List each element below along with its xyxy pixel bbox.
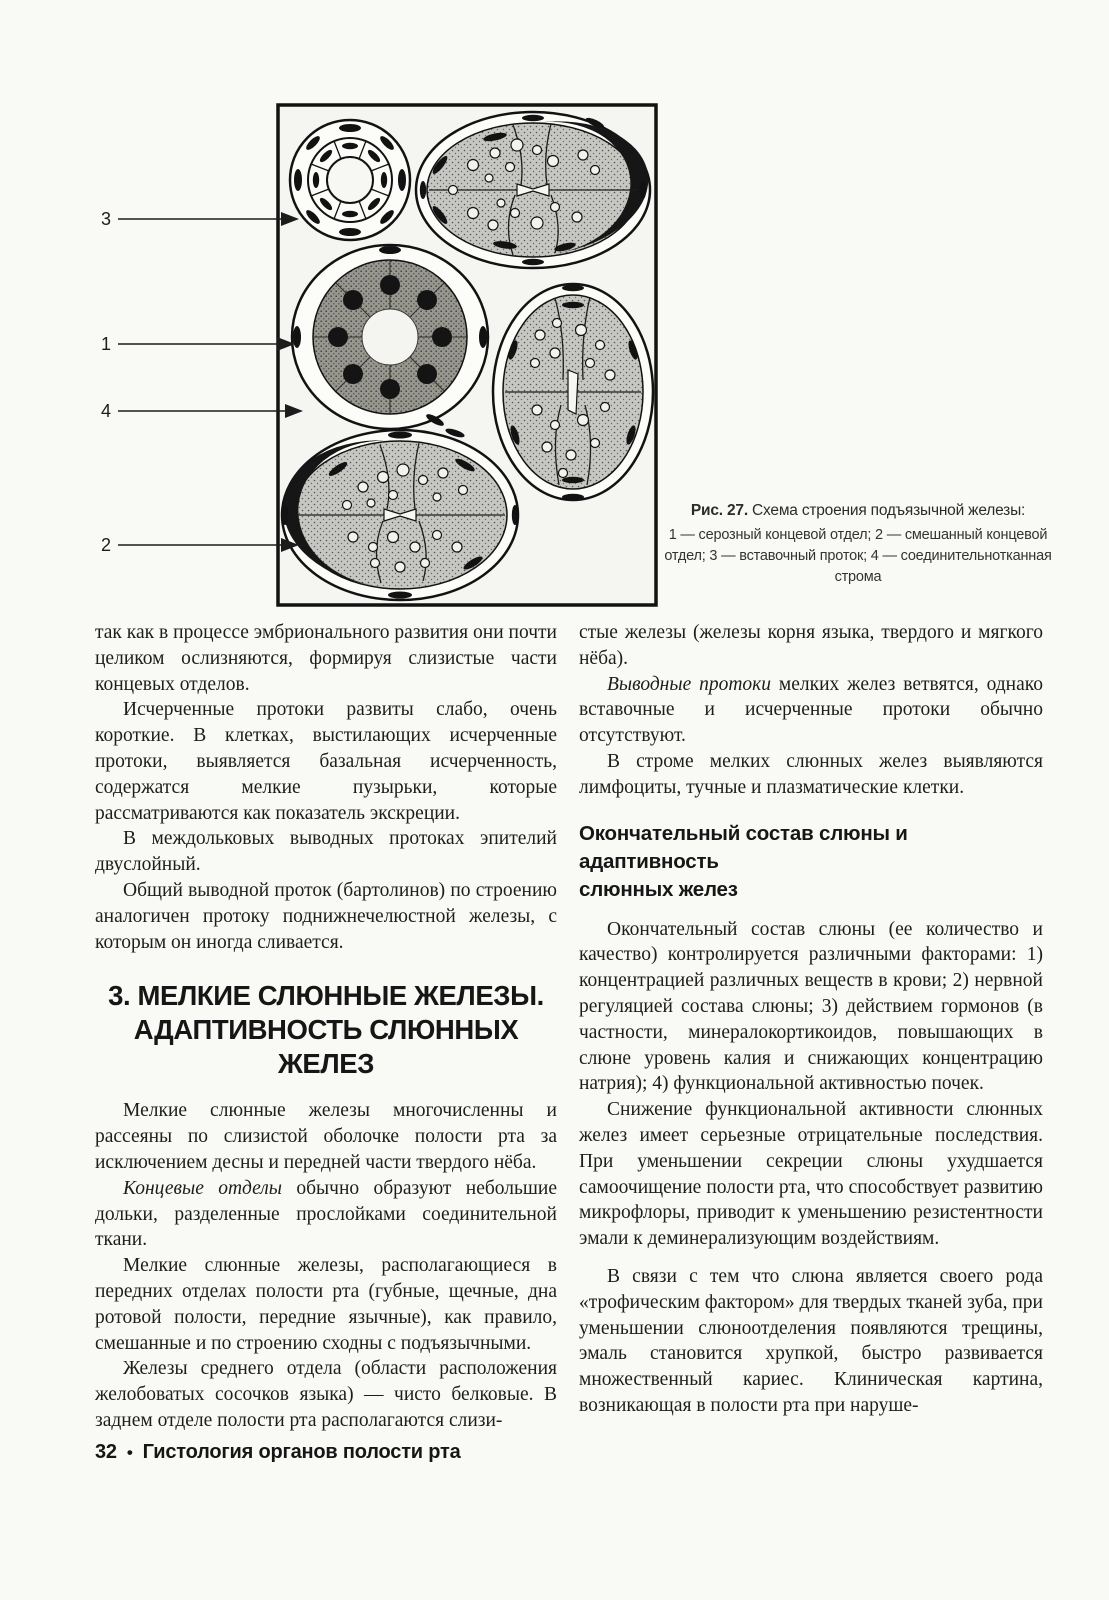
- mixed-endpiece-right-drawing: [493, 284, 653, 500]
- figure-label-2: 2: [101, 535, 112, 555]
- term-italic: Выводные протоки: [607, 673, 772, 695]
- figure-label-3: 3: [101, 209, 112, 229]
- paragraph: Окончательный состав слюны (ее количество и качество) контролируется различными факторами: 1) концентрацией различных веществ в крови; 2) нервной регуляцией состава слюны; 3) действием гормонов (в частности, минералокортикоидов, повышающих в слюне уровень калия и снижающих концентрацию натрия); 4) функциональной активностью почек.: [579, 918, 1043, 1095]
- paragraph-text: мелких желез ветвятся, однако вставочные и исчерченные протоки обычно отсутствуют.: [579, 673, 1043, 747]
- figure-number: Рис. 27.: [690, 502, 748, 519]
- term-italic: Концевые отделы: [123, 1177, 283, 1199]
- paragraph: Железы среднего отдела (области расположения желобоватых сосочков языка) — чисто белковые. В заднем отделе полости рта располагаются слизи-: [95, 1358, 557, 1431]
- subsection-heading-line2: слюнных желез: [579, 877, 738, 901]
- figure-legend: 1 — серозный концевой отдел; 2 — смешанный концевой отдел; 3 — вставочный проток; 4 — соединительнотканная строма: [664, 527, 1052, 585]
- page-footer: [95, 1441, 461, 1464]
- paragraph: [95, 1176, 557, 1253]
- figure-label-1: 1: [101, 334, 112, 354]
- paragraph: стые железы (железы корня языка, твердого и мягкого нёба).: [579, 622, 1043, 669]
- figure-label-4: 4: [101, 401, 112, 421]
- paragraph: так как в процессе эмбрионального развития они почти целиком ослизняются, формируя слизистые части концевых отделов.: [95, 622, 557, 695]
- paragraph: В связи с тем что слюна является своего рода «трофическим фактором» для твердых тканей зуба, при уменьшении слюноотделения появляются трещины, эмаль становится хрупкой, быстро развивается множественный кариес. Клиническая картина, возникающая в полости рта при наруше-: [579, 1265, 1043, 1416]
- paragraph: [579, 672, 1043, 749]
- page-number: 32: [95, 1441, 117, 1463]
- paragraph: Исчерченные протоки развиты слабо, очень короткие. В клетках, выстилающих исчерченные протоки, выявляется базальная исчерченность, содержатся мелкие пузырьки, которые рассматриваются как показатель экскреции.: [95, 699, 557, 824]
- footer-bullet: •: [126, 1443, 133, 1462]
- figure-caption-title-line: [664, 500, 1052, 522]
- figure-title: Схема строения подъязычной железы:: [747, 502, 1026, 519]
- paragraph: Снижение функциональной активности слюнных желез имеет серьезные отрицательные последствия. При уменьшении секреции слюны ухудшается самоочищение полости рта, что способствует развитию микрофлоры, приводит к уменьшению резистентности эмали к деминерализующим воздействиям.: [579, 1099, 1043, 1250]
- paragraph-text: обычно образуют небольшие дольки, разделенные прослойками соединительной ткани.: [95, 1177, 557, 1251]
- paragraph: В строме мелких слюнных желез выявляются лимфоциты, тучные и плазматические клетки.: [579, 750, 1043, 798]
- paragraph: В междольковых выводных протоках эпителий двуслойный.: [95, 828, 557, 876]
- paragraph: Мелкие слюнные железы, располагающиеся в передних отделах полости рта (губные, щечные, дна ротовой полости, передние язычные), как правило, смешанные и по строению сходны с подъязычными.: [95, 1255, 557, 1354]
- subsection-heading-line1: Окончательный состав слюны и адаптивность: [579, 821, 908, 873]
- paragraph: Общий выводной проток (бартолинов) по строению аналогичен протоку поднижнечелюстной железы, с которым он иногда сливается.: [95, 879, 557, 953]
- subsection-heading: [579, 820, 1043, 904]
- chapter-heading-line2: АДАПТИВНОСТЬ СЛЮННЫХ ЖЕЛЕЗ: [133, 1014, 519, 1080]
- left-column: [95, 620, 557, 1434]
- figure-caption: [664, 500, 1052, 588]
- chapter-heading: [95, 979, 557, 1081]
- figure-27-diagram: [85, 95, 670, 615]
- footer-section-title: Гистология органов полости рта: [142, 1441, 461, 1463]
- serous-endpiece-drawing: [292, 245, 488, 429]
- chapter-heading-line1: 3. МЕЛКИЕ СЛЮННЫЕ ЖЕЛЕЗЫ.: [108, 980, 544, 1012]
- right-column: [579, 620, 1043, 1419]
- paragraph: Мелкие слюнные железы многочисленны и рассеяны по слизистой оболочке полости рта за исключением десны и передней части твердого нёба.: [95, 1100, 557, 1173]
- intercalated-duct-drawing: [290, 120, 410, 240]
